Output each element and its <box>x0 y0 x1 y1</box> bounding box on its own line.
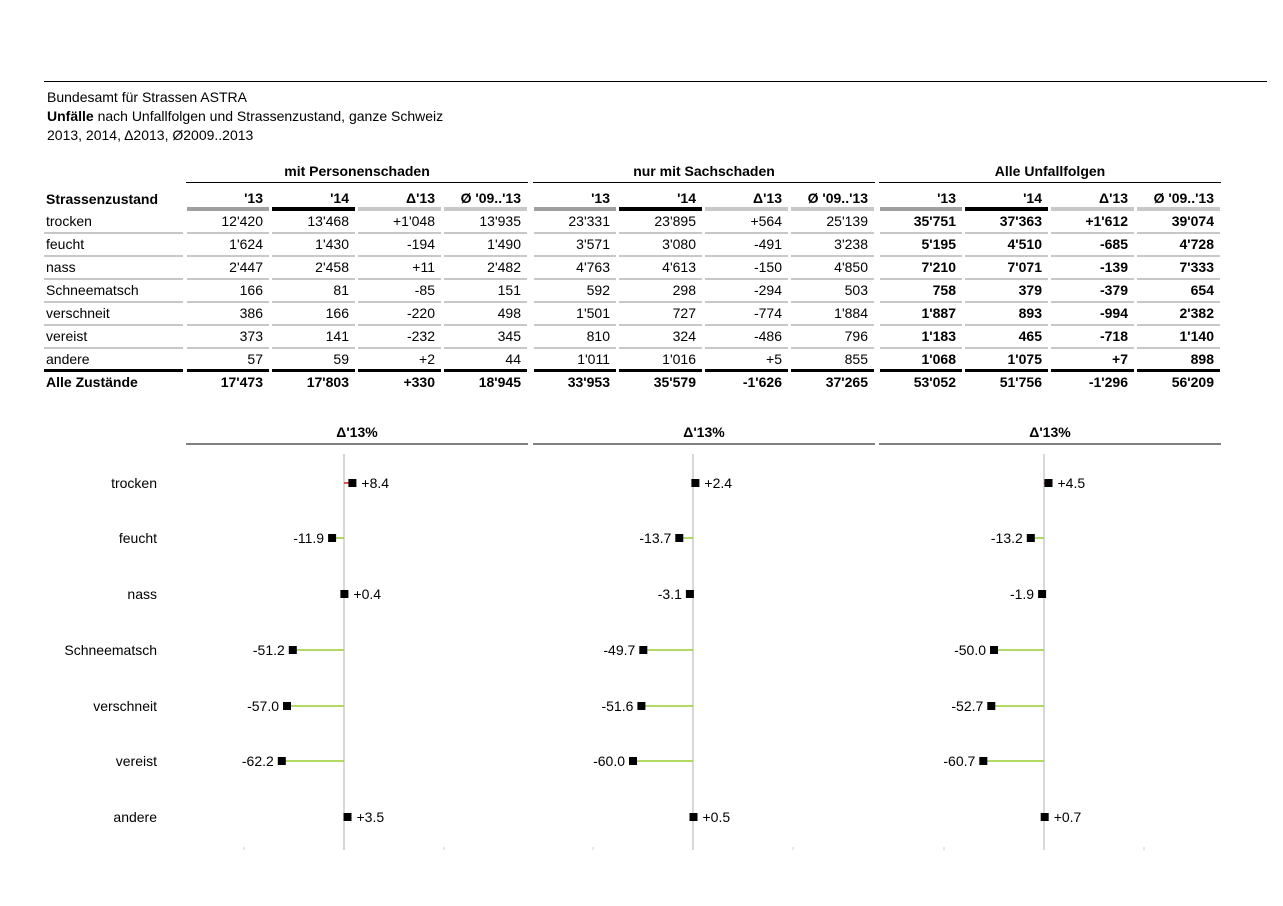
row-label: feucht <box>46 236 85 252</box>
row-separator <box>44 324 183 326</box>
chart-title: Δ'13% <box>1029 424 1071 440</box>
table-cell: 1'887 <box>921 305 956 321</box>
total-rule <box>358 369 441 372</box>
table-cell: 2'447 <box>229 259 263 275</box>
table-cell: 2'382 <box>1179 305 1214 321</box>
category-label: vereist <box>115 753 157 769</box>
row-separator <box>965 324 1048 326</box>
column-header-bar <box>965 207 1048 211</box>
row-separator <box>880 255 962 257</box>
total-rule <box>619 369 702 372</box>
row-separator <box>965 301 1048 303</box>
column-header: '13 <box>591 190 610 206</box>
table-cell: -685 <box>1099 236 1128 252</box>
total-rule <box>965 369 1048 372</box>
category-label: nass <box>127 586 157 602</box>
category-label: andere <box>113 809 157 825</box>
table-cell: 37'363 <box>999 213 1042 229</box>
total-cell: -1'296 <box>1088 374 1128 390</box>
row-separator <box>358 301 441 303</box>
row-separator <box>965 278 1048 280</box>
row-separator <box>619 255 702 257</box>
column-header: Δ'13 <box>1099 190 1128 206</box>
row-separator <box>272 301 355 303</box>
table-cell: 1'011 <box>577 351 610 367</box>
row-separator <box>187 324 269 326</box>
table-cell: -150 <box>753 259 782 275</box>
table-cell: -994 <box>1099 305 1128 321</box>
row-header-label: Strassenzustand <box>46 191 159 207</box>
data-label: -3.1 <box>657 586 682 602</box>
column-header-bar <box>187 207 269 211</box>
row-separator <box>1051 301 1134 303</box>
group-header-line <box>533 182 875 183</box>
chart-title: Δ'13% <box>336 424 378 440</box>
row-separator <box>272 255 355 257</box>
table-cell: 1'624 <box>229 236 263 252</box>
column-header-bar <box>1051 207 1134 211</box>
data-label: +0.7 <box>1053 809 1082 825</box>
total-label: Alle Zustände <box>46 374 138 390</box>
table-cell: +7 <box>1112 351 1128 367</box>
table-cell: 1'068 <box>921 351 956 367</box>
table-cell: 39'074 <box>1171 213 1214 229</box>
column-header-bar <box>1137 207 1220 211</box>
total-cell: 17'473 <box>220 374 263 390</box>
table-cell: -491 <box>753 236 782 252</box>
table-cell: 4'850 <box>834 259 868 275</box>
row-separator <box>187 278 269 280</box>
delta-marker <box>691 479 699 487</box>
total-rule <box>791 369 874 372</box>
row-separator <box>444 255 527 257</box>
row-label: vereist <box>46 328 88 344</box>
table-cell: -139 <box>1099 259 1128 275</box>
table-cell: 23'331 <box>568 213 610 229</box>
report-subtitle: 2013, 2014, Δ2013, Ø2009..2013 <box>47 127 254 143</box>
table-cell: 2'482 <box>487 259 521 275</box>
row-separator <box>1051 324 1134 326</box>
total-cell: +330 <box>403 374 435 390</box>
table-cell: 4'728 <box>1179 236 1214 252</box>
total-cell: 53'052 <box>913 374 956 390</box>
delta-marker <box>979 757 987 765</box>
delta-marker <box>629 757 637 765</box>
row-separator <box>1137 278 1220 280</box>
row-separator <box>1137 255 1220 257</box>
table-cell: 13'935 <box>479 213 521 229</box>
delta-marker <box>1045 479 1053 487</box>
table-cell: 898 <box>1190 351 1214 367</box>
category-label: Schneematsch <box>64 642 157 658</box>
row-separator <box>619 301 702 303</box>
table-cell: 7'210 <box>921 259 956 275</box>
row-separator <box>880 324 962 326</box>
row-separator <box>187 301 269 303</box>
row-label: Schneematsch <box>46 282 139 298</box>
row-separator <box>187 232 269 234</box>
table-cell: 1'884 <box>834 305 868 321</box>
column-header: Δ'13 <box>753 190 782 206</box>
table-cell: 1'075 <box>1007 351 1042 367</box>
row-separator <box>534 347 616 349</box>
data-label: -1.9 <box>1009 586 1035 602</box>
data-table <box>0 0 1283 420</box>
table-cell: 141 <box>325 328 349 344</box>
data-label: -52.7 <box>951 698 984 714</box>
row-separator <box>444 324 527 326</box>
delta-marker <box>1027 534 1035 542</box>
row-separator <box>705 324 788 326</box>
data-label: -51.6 <box>601 698 634 714</box>
table-cell: -85 <box>414 282 435 298</box>
delta-percent-charts <box>0 420 1283 860</box>
table-cell: 503 <box>844 282 868 298</box>
row-label: verschneit <box>46 305 110 321</box>
table-cell: 25'139 <box>826 213 868 229</box>
row-label: nass <box>46 259 76 275</box>
row-separator <box>619 232 702 234</box>
column-header: Ø '09..'13 <box>1153 190 1214 206</box>
source-label: Bundesamt für Strassen ASTRA <box>47 89 247 105</box>
title-rest: nach Unfallfolgen und Strassenzustand, ganze Schweiz <box>93 108 444 124</box>
delta-marker <box>328 534 336 542</box>
total-rule <box>44 369 183 372</box>
table-cell: -194 <box>406 236 435 252</box>
column-header-bar <box>791 207 874 211</box>
delta-marker <box>278 757 286 765</box>
delta-marker <box>289 646 297 654</box>
table-cell: 386 <box>239 305 263 321</box>
table-cell: 373 <box>239 328 263 344</box>
row-separator <box>705 232 788 234</box>
row-separator <box>1137 232 1220 234</box>
table-cell: -220 <box>406 305 435 321</box>
table-cell: -232 <box>406 328 435 344</box>
total-rule <box>272 369 355 372</box>
table-cell: 5'195 <box>921 236 956 252</box>
total-cell: 17'803 <box>306 374 349 390</box>
row-separator <box>791 255 874 257</box>
table-cell: 3'080 <box>662 236 696 252</box>
data-label: -51.2 <box>252 642 285 658</box>
table-cell: 654 <box>1190 282 1214 298</box>
table-cell: 758 <box>932 282 956 298</box>
row-separator <box>358 324 441 326</box>
column-header-bar <box>880 207 962 211</box>
row-label: trocken <box>46 213 92 229</box>
title-bold: Unfälle <box>47 108 94 124</box>
data-label: -60.0 <box>593 753 625 769</box>
total-rule <box>534 369 616 372</box>
row-separator <box>791 232 874 234</box>
group-header: mit Personenschaden <box>284 163 430 179</box>
delta-marker <box>639 646 647 654</box>
data-label: -13.2 <box>990 530 1023 546</box>
total-rule <box>705 369 788 372</box>
row-separator <box>1051 347 1134 349</box>
data-label: -11.9 <box>293 530 325 546</box>
table-cell: -486 <box>753 328 782 344</box>
total-cell: 56'209 <box>1171 374 1214 390</box>
table-cell: 893 <box>1018 305 1042 321</box>
delta-marker <box>690 813 698 821</box>
row-separator <box>705 347 788 349</box>
row-separator <box>444 278 527 280</box>
row-separator <box>44 232 183 234</box>
group-header-line <box>186 182 528 183</box>
total-cell: 33'953 <box>567 374 610 390</box>
row-separator <box>187 347 269 349</box>
table-cell: +11 <box>412 259 435 275</box>
table-cell: 7'071 <box>1007 259 1042 275</box>
table-cell: 498 <box>497 305 521 321</box>
table-cell: +564 <box>750 213 782 229</box>
data-label: -13.7 <box>639 530 672 546</box>
row-separator <box>444 347 527 349</box>
total-cell: 18'945 <box>478 374 521 390</box>
table-cell: 166 <box>325 305 349 321</box>
table-cell: +1'612 <box>1085 213 1128 229</box>
column-header: '13 <box>937 190 956 206</box>
delta-marker <box>686 590 694 598</box>
row-separator <box>44 278 183 280</box>
table-cell: 379 <box>1018 282 1042 298</box>
table-cell: 23'895 <box>654 213 696 229</box>
row-separator <box>880 301 962 303</box>
category-label: trocken <box>111 475 157 491</box>
table-cell: 1'183 <box>921 328 956 344</box>
column-header: '14 <box>1023 190 1042 206</box>
group-header-line <box>879 182 1221 183</box>
total-rule <box>1137 369 1220 372</box>
row-separator <box>44 301 183 303</box>
table-cell: 4'510 <box>1007 236 1042 252</box>
data-label: -60.7 <box>943 753 976 769</box>
row-separator <box>534 324 616 326</box>
table-cell: 151 <box>497 282 521 298</box>
table-cell: 1'430 <box>315 236 349 252</box>
row-separator <box>272 324 355 326</box>
delta-marker <box>637 702 645 710</box>
table-cell: 1'016 <box>662 351 696 367</box>
row-separator <box>880 347 962 349</box>
column-header: '14 <box>677 190 696 206</box>
table-cell: 810 <box>586 328 610 344</box>
delta-marker <box>348 479 356 487</box>
table-cell: +1'048 <box>393 213 435 229</box>
column-header: Δ'13 <box>406 190 435 206</box>
row-separator <box>1051 255 1134 257</box>
delta-marker <box>990 646 998 654</box>
row-separator <box>534 232 616 234</box>
category-label: verschneit <box>93 698 157 714</box>
total-rule <box>880 369 962 372</box>
table-cell: 3'238 <box>834 236 868 252</box>
row-separator <box>358 255 441 257</box>
row-separator <box>44 347 183 349</box>
data-label: -49.7 <box>603 642 636 658</box>
data-label: +0.5 <box>702 809 731 825</box>
row-separator <box>358 232 441 234</box>
delta-marker <box>987 702 995 710</box>
table-cell: -774 <box>753 305 782 321</box>
row-separator <box>965 255 1048 257</box>
table-cell: 3'571 <box>576 236 610 252</box>
table-cell: 324 <box>672 328 696 344</box>
row-separator <box>705 301 788 303</box>
total-rule <box>187 369 269 372</box>
row-separator <box>965 232 1048 234</box>
row-separator <box>791 301 874 303</box>
table-cell: 59 <box>333 351 349 367</box>
table-cell: 1'140 <box>1179 328 1214 344</box>
row-separator <box>1051 232 1134 234</box>
row-separator <box>965 347 1048 349</box>
row-separator <box>1137 347 1220 349</box>
total-cell: 35'579 <box>653 374 696 390</box>
row-separator <box>444 301 527 303</box>
total-cell: 37'265 <box>825 374 868 390</box>
total-cell: -1'626 <box>742 374 782 390</box>
table-cell: 1'490 <box>487 236 521 252</box>
table-cell: +2 <box>419 351 435 367</box>
table-cell: 2'458 <box>315 259 349 275</box>
row-separator <box>705 255 788 257</box>
delta-marker <box>1038 590 1046 598</box>
data-label: -62.2 <box>241 753 274 769</box>
row-separator <box>44 255 183 257</box>
row-separator <box>534 255 616 257</box>
column-header-bar <box>272 207 355 211</box>
row-separator <box>791 278 874 280</box>
row-separator <box>187 255 269 257</box>
table-cell: 57 <box>247 351 263 367</box>
table-cell: 4'763 <box>576 259 610 275</box>
chart-title: Δ'13% <box>683 424 725 440</box>
column-header-bar <box>619 207 702 211</box>
row-separator <box>534 301 616 303</box>
table-cell: 345 <box>497 328 521 344</box>
row-separator <box>444 232 527 234</box>
row-separator <box>272 347 355 349</box>
table-cell: 1'501 <box>576 305 610 321</box>
data-label: +4.5 <box>1057 475 1086 491</box>
table-cell: 35'751 <box>913 213 956 229</box>
row-separator <box>1137 324 1220 326</box>
row-separator <box>358 278 441 280</box>
table-cell: 7'333 <box>1179 259 1214 275</box>
row-separator <box>619 324 702 326</box>
data-label: +3.5 <box>356 809 385 825</box>
table-cell: 4'613 <box>662 259 696 275</box>
row-separator <box>619 278 702 280</box>
total-rule <box>444 369 527 372</box>
row-separator <box>880 232 962 234</box>
row-separator <box>791 324 874 326</box>
total-rule <box>1051 369 1134 372</box>
table-cell: 855 <box>844 351 868 367</box>
column-header: Ø '09..'13 <box>460 190 521 206</box>
column-header-bar <box>534 207 616 211</box>
column-header-bar <box>444 207 527 211</box>
table-cell: 81 <box>333 282 349 298</box>
row-separator <box>534 278 616 280</box>
column-header: '14 <box>330 190 349 206</box>
delta-marker <box>344 813 352 821</box>
table-cell: 796 <box>844 328 868 344</box>
row-separator <box>880 278 962 280</box>
data-label: -50.0 <box>954 642 986 658</box>
total-cell: 51'756 <box>999 374 1042 390</box>
data-label: +2.4 <box>704 475 733 491</box>
column-header: '13 <box>244 190 263 206</box>
group-header: nur mit Sachschaden <box>633 163 775 179</box>
row-separator <box>1051 278 1134 280</box>
delta-marker <box>340 590 348 598</box>
row-separator <box>705 278 788 280</box>
table-cell: -294 <box>753 282 782 298</box>
data-label: +8.4 <box>361 475 390 491</box>
table-cell: +5 <box>766 351 782 367</box>
row-separator <box>619 347 702 349</box>
table-cell: 592 <box>586 282 610 298</box>
category-label: feucht <box>118 530 157 546</box>
table-cell: 13'468 <box>307 213 349 229</box>
row-label: andere <box>46 351 90 367</box>
table-cell: 12'420 <box>221 213 263 229</box>
table-cell: 727 <box>672 305 696 321</box>
data-label: -57.0 <box>247 698 279 714</box>
table-cell: 465 <box>1018 328 1042 344</box>
column-header-bar <box>358 207 441 211</box>
table-cell: 44 <box>505 351 521 367</box>
delta-marker <box>283 702 291 710</box>
row-separator <box>1137 301 1220 303</box>
row-separator <box>791 347 874 349</box>
group-header: Alle Unfallfolgen <box>994 163 1106 179</box>
row-separator <box>272 232 355 234</box>
table-cell: 298 <box>672 282 696 298</box>
data-label: +0.4 <box>353 586 382 602</box>
table-cell: -718 <box>1099 328 1128 344</box>
row-separator <box>358 347 441 349</box>
table-cell: 166 <box>239 282 263 298</box>
row-separator <box>272 278 355 280</box>
delta-marker <box>675 534 683 542</box>
column-header: Ø '09..'13 <box>807 190 868 206</box>
column-header-bar <box>705 207 788 211</box>
delta-marker <box>1041 813 1049 821</box>
table-cell: -379 <box>1099 282 1128 298</box>
